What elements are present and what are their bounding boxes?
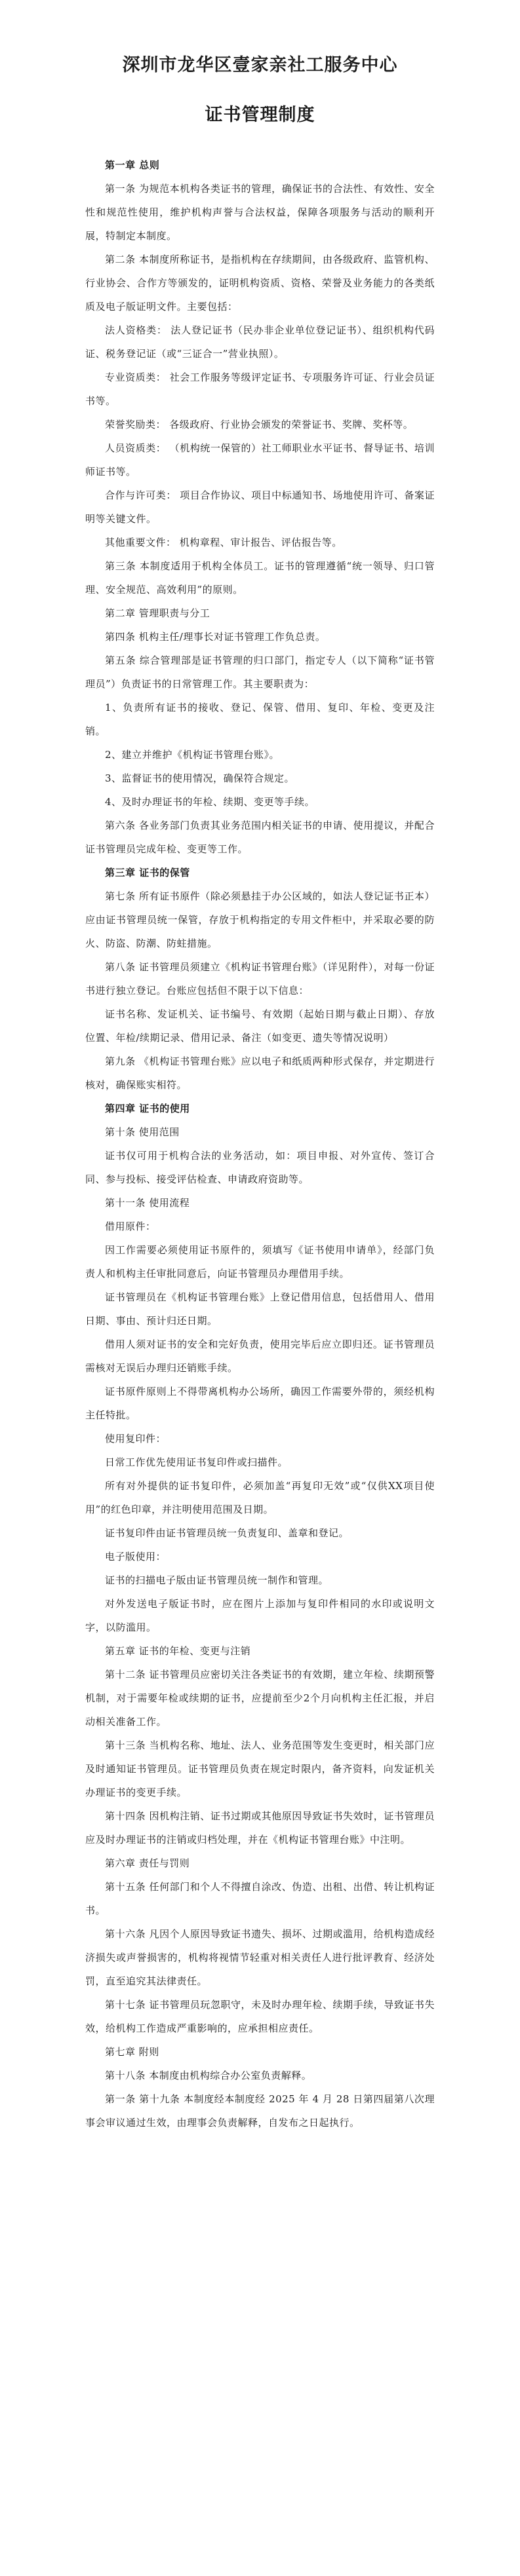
paragraph: 第十三条 当机构名称、地址、法人、业务范围等发生变更时，相关部门应及时通知证书管理员。证书管理员负责在规定时限内，备齐资料，向发证机关办理证书的变更手续。 [85,1739,435,1798]
paragraph: 电子版使用： [105,1551,167,1563]
paragraph: 第一条 为规范本机构各类证书的管理，确保证书的合法性、有效性、安全性和规范性使用，维护机构声誉与合法权益，保障各项服务与活动的顺利开展，特制定本制度。 [85,183,435,242]
paragraph: 第六条 各业务部门负责其业务范围内相关证书的申请、使用提议，并配合证书管理员完成年检、变更等工作。 [85,820,435,855]
paragraph: 证书管理员在《机构证书管理台账》上登记借用信息，包括借用人、借用日期、事由、预计归还日期。 [85,1291,435,1327]
paragraph: 专业资质类： 社会工作服务等级评定证书、专项服务许可证、行业会员证书等。 [85,371,435,407]
chapter-heading: 第三章 证书的保管 [105,867,190,879]
paragraph: 第十七条 证书管理员玩忽职守，未及时办理年检、续期手续，导致证书失效，给机构工作造成严重影响的，应承担相应责任。 [85,1999,435,2034]
paragraph: 第三条 本制度适用于机构全体员工。证书的管理遵循“统一领导、归口管理、安全规范、高效利用”的原则。 [85,560,435,596]
document-title: 证书管理制度 [205,105,315,125]
paragraph: 证书仅可用于机构合法的业务活动，如：项目申报、对外宣传、签订合同、参与投标、接受评估检查、申请政府资助等。 [85,1150,435,1185]
paragraph: 荣誉奖励类： 各级政府、行业协会颁发的荣誉证书、奖牌、奖杯等。 [105,419,414,430]
paragraph: 证书的扫描电子版由证书管理员统一制作和管理。 [105,1574,329,1586]
paragraph: 法人资格类： 法人登记证书（民办非企业单位登记证书）、组织机构代码证、税务登记证（或“三证合一”营业执照）。 [85,324,435,360]
paragraph: 使用复印件： [105,1433,167,1445]
paragraph: 第五条 综合管理部是证书管理的归口部门，指定专人（以下简称“证书管理员”）负责证书的日常管理工作。其主要职责为： [85,654,435,690]
paragraph: 对外发送电子版证书时，应在图片上添加与复印件相同的水印或说明文字，以防滥用。 [85,1598,435,1633]
paragraph: 第一条 第十九条 本制度经本制度经 2025 年 4 月 28 日第四届第八次理事会审议通过生效，由理事会负责解释，自发布之日起执行。 [85,2093,435,2129]
paragraph: 1、负责所有证书的接收、登记、保管、借用、复印、年检、变更及注销。 [85,702,435,737]
paragraph: 借用原件： [105,1221,156,1232]
paragraph: 证书复印件由证书管理员统一负责复印、盖章和登记。 [105,1527,350,1539]
paragraph: 因工作需要必须使用证书原件的，须填写《证书使用申请单》，经部门负责人和机构主任审批同意后，向证书管理员办理借用手续。 [85,1244,435,1279]
paragraph: 第十二条 证书管理员应密切关注各类证书的有效期，建立年检、续期预警机制，对于需要年检或续期的证书，应提前至少2个月向机构主任汇报，并启动相关准备工作。 [85,1669,435,1728]
paragraph: 日常工作优先使用证书复印件或扫描件。 [105,1456,289,1468]
paragraph: 第七章 附则 [105,2046,159,2058]
paragraph: 第十一条 使用流程 [105,1197,190,1209]
paragraph: 第十六条 凡因个人原因导致证书遗失、损坏、过期或滥用，给机构造成经济损失或声誉损害的，机构将视情节轻重对相关责任人进行批评教育、经济处罚，直至追究其法律责任。 [85,1928,435,1987]
paragraph: 人员资质类： （机构统一保管的）社工师职业水平证书、督导证书、培训师证书等。 [85,442,435,478]
chapter-heading: 第一章 总则 [105,159,160,171]
paragraph: 第二章 管理职责与分工 [105,607,210,619]
paragraph: 第十条 使用范围 [105,1126,180,1138]
paragraph: 第十八条 本制度由机构综合办公室负责解释。 [105,2070,312,2081]
document-title-org: 深圳市龙华区壹家亲社工服务中心 [122,55,398,75]
paragraph: 3、监督证书的使用情况，确保符合规定。 [105,772,295,784]
paragraph: 合作与许可类： 项目合作协议、项目中标通知书、场地使用许可、备案证明等关键文件。 [85,489,435,525]
paragraph: 证书原件原则上不得带离机构办公场所，确因工作需要外带的，须经机构主任特批。 [85,1386,435,1421]
paragraph: 第十五条 任何部门和个人不得擅自涂改、伪造、出租、出借、转让机构证书。 [85,1881,435,1916]
chapter-heading: 第四章 证书的使用 [105,1103,190,1114]
paragraph: 所有对外提供的证书复印件，必须加盖“再复印无效”或“仅供XX项目使用”的红色印章，并注明使用范围及日期。 [85,1480,435,1515]
paragraph: 第七条 所有证书原件（除必须悬挂于办公区域的，如法人登记证书正本）应由证书管理员统一保管，存放于机构指定的专用文件柜中，并采取必要的防火、防盗、防潮、防蛀措施。 [85,890,435,949]
document-body [85,153,435,2134]
paragraph: 第二条 本制度所称证书，是指机构在存续期间，由各级政府、监管机构、行业协会、合作方等颁发的，证明机构资质、资格、荣誉及业务能力的各类纸质及电子版证明文件。主要包括： [85,254,435,313]
paragraph: 2、建立并维护《机构证书管理台账》。 [105,749,280,761]
paragraph: 第八条 证书管理员须建立《机构证书管理台账》（详见附件），对每一份证书进行独立登记。台账应包括但不限于以下信息： [85,961,435,996]
paragraph: 借用人须对证书的安全和完好负责，使用完毕后应立即归还。证书管理员需核对无误后办理归还销账手续。 [85,1338,435,1374]
paragraph: 第五章 证书的年检、变更与注销 [105,1645,251,1657]
paragraph: 第四条 机构主任/理事长对证书管理工作负总责。 [105,631,326,643]
paragraph: 第六章 责任与罚则 [105,1857,190,1869]
paragraph: 其他重要文件： 机构章程、审计报告、评估报告等。 [105,537,342,548]
paragraph: 证书名称、发证机关、证书编号、有效期（起始日期与截止日期）、存放位置、年检/续期记录、借用记录、备注（如变更、遗失等情况说明） [85,1008,435,1044]
paragraph: 第十四条 因机构注销、证书过期或其他原因导致证书失效时，证书管理员应及时办理证书的注销或归档处理，并在《机构证书管理台账》中注明。 [85,1810,435,1846]
paragraph: 4、及时办理证书的年检、续期、变更等手续。 [105,796,315,808]
paragraph: 第九条 《机构证书管理台账》应以电子和纸质两种形式保存，并定期进行核对，确保账实相符。 [85,1055,435,1091]
